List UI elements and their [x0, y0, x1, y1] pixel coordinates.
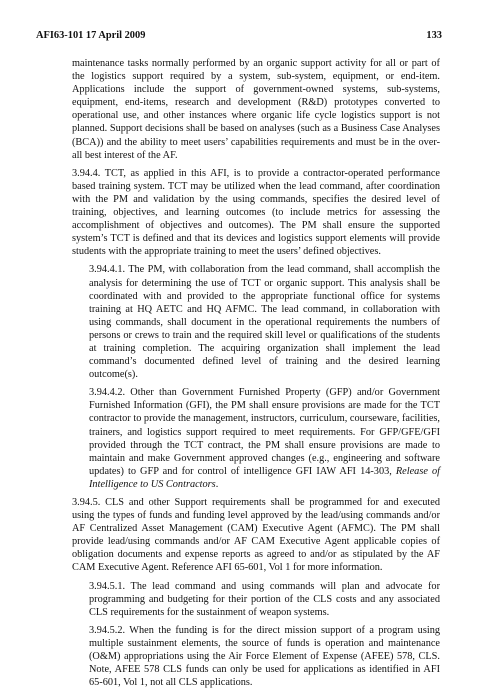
paragraph-3-94-5: 3.94.5. CLS and other Support requirements shall be programmed for and executed using the types of funds and funding level approved by the lead/using commands and/or AF Centralized Asset Management (CAM) Executive Agent (AFMC). The PM shall provide lead/using commands and/or AF CAM Executive Agent applicable copies of obligation documents and expense reports as agreed to and/or as stipulated by the AF CAM Executive Agent. Reference AFI 65-601, Vol 1 for more information.	[72, 497, 440, 574]
paragraph-text: 3.94.4.2. Other than Government Furnished Property (GFP) and/or Government Furnished Information (GFI), the PM shall ensure provisions are made for the TCT contractor to provide the management, instructors, curriculum, courseware, facilities, trainers, and logistics support required to meet requirements. For GFP/GFE/GFI provided through the TCT contract, the PM shall ensure provisions are made to maintain and make Government approved changes (e.g., engineering and software updates) to GFP and for control of intelligence GFI IAW AFI 14-303,	[89, 387, 440, 477]
body-text	[72, 57, 440, 694]
paragraph-3-94-5-2: 3.94.5.2. When the funding is for the direct mission support of a program using multiple sustainment elements, the source of funds is operation and maintenance (O&M) appropriations using the Air Force Element of Expense (AFEE) 578, CLS. Note, AFEE 578 CLS funds can only be used for applications as identified in AFI 65-601, Vol 1, not all CLS applications.	[89, 624, 440, 689]
page-number: 133	[426, 30, 442, 41]
paragraph-3-94-4: 3.94.4. TCT, as applied in this AFI, is to provide a contractor-operated performance based training system. TCT may be utilized when the lead command, after coordination with the PM and validation by the using commands, specifies the desired level of training, objectives, and learning outcomes (to include metrics for assessing the accomplishment of objectives and outcomes). The PM shall ensure the supported system’s TCT is defined and that its devices and logistics support elements will provide students with the appropriate training to meet the users’ defined objectives.	[72, 167, 440, 258]
paragraph-tail: .	[215, 478, 219, 490]
paragraph-continuation: maintenance tasks normally performed by an organic support activity for all or part of the logistics support required by a system, sub-system, equipment, or end-item. Applications include the support of government-owned systems, sub-systems, equipment, end-items, research and development (R&D) prototypes converted to operational use, and other instances where organic life cycle logistics support is not planned. Support decisions shall be based on analyses (such as a Business Case Analyses (BCA)) and the ability to meet users’ capabilities requirements and must be in the over-all best interest of the AF.	[72, 58, 440, 161]
page-header	[36, 30, 442, 44]
paragraph-3-94-5-1: 3.94.5.1. The lead command and using commands will plan and advocate for programming and budgeting for their portion of the CLS costs and any associated CLS requirements for the sustainment of weapon systems.	[89, 580, 440, 618]
publication-title: Release of Intelligence to US Contractors	[89, 465, 440, 490]
paragraph-3-94-4-1: 3.94.4.1. The PM, with collaboration from the lead command, shall accomplish the analysis for determining the use of TCT or organic support. This analysis shall be coordinated with and provided to the appropriate functional office for systems training at HQ AETC and HQ AFMC. The lead command, in collaboration with using commands, shall document in the operational requirements the numbers of persons or crews to train and the required skill level or qualifications of the students at training completion. The acquiring organization shall implement the lead command’s documented defined level of training and the desired learning outcome(s).	[89, 264, 440, 381]
paragraph-3-94-4-2	[89, 386, 440, 491]
document-id: AFI63-101 17 April 2009	[36, 30, 146, 41]
